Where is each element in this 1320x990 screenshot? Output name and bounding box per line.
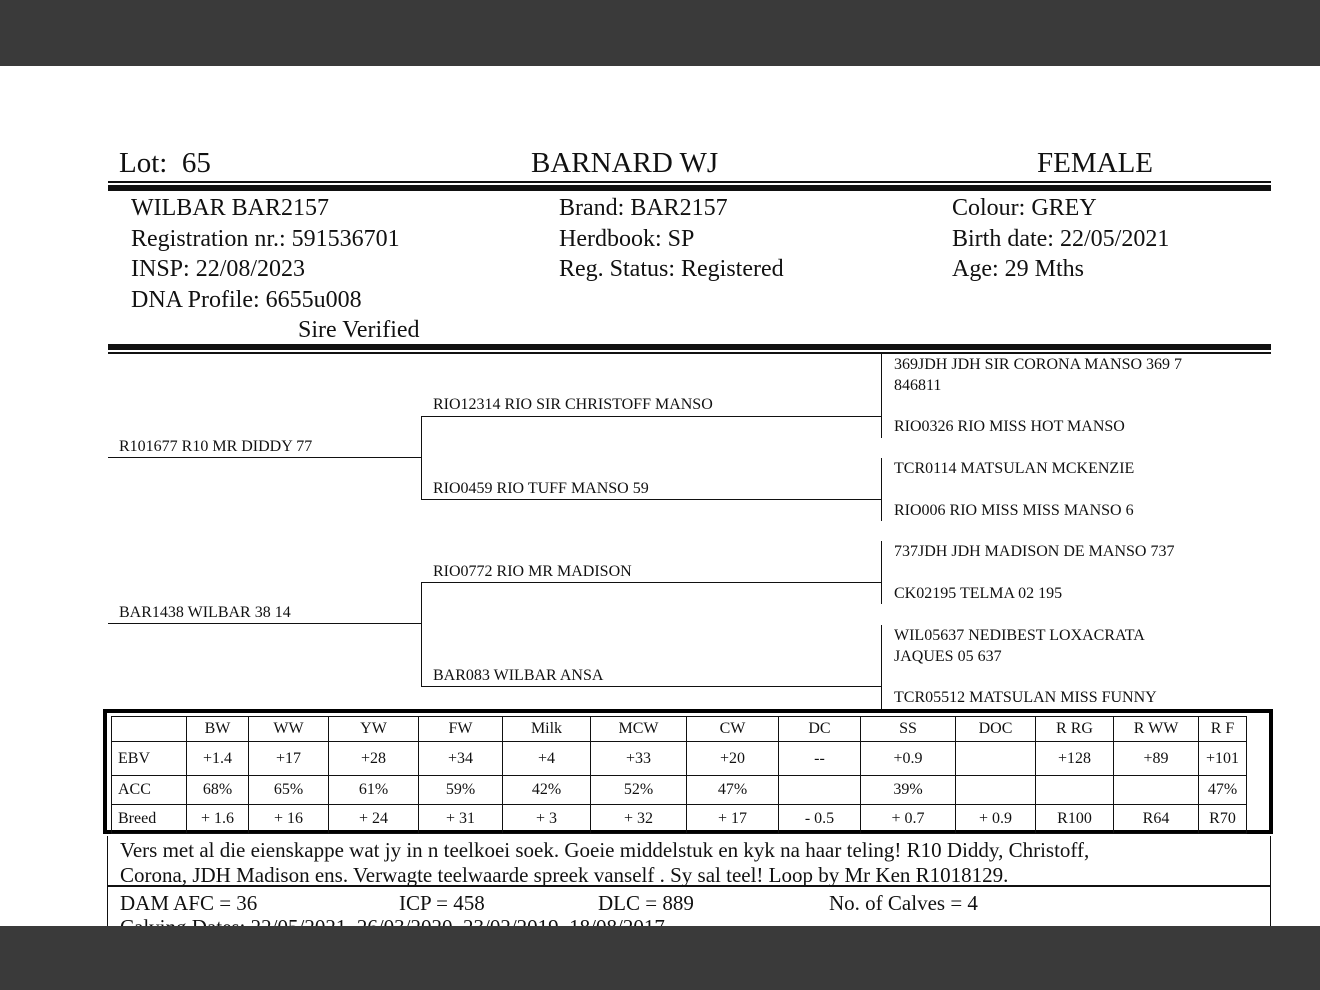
dam-icp: ICP = 458 xyxy=(399,891,485,915)
dam-line xyxy=(108,623,422,624)
ebv-cell: + 0.9 xyxy=(956,805,1036,834)
ebv-cell: 68% xyxy=(187,776,249,805)
breeder-name: BARNARD WJ xyxy=(531,147,719,179)
ebv-cell: R64 xyxy=(1114,805,1199,834)
ebv-row xyxy=(112,805,1247,834)
ebv-cell: MCW xyxy=(591,717,687,742)
ebv-cell: +34 xyxy=(419,742,503,776)
ebv-cell: +17 xyxy=(249,742,329,776)
ebv-table xyxy=(111,716,1247,834)
pedigree-dsd: CK02195 TELMA 02 195 xyxy=(894,585,1063,602)
comment-box xyxy=(107,836,1271,886)
ebv-cell xyxy=(1036,776,1114,805)
comment-line-1: Vers met al die eienskappe wat jy in n teelkoei soek. Goeie middelstuk en kyk na haar teling! R10 Diddy, Christoff, xyxy=(120,838,1090,862)
sd-bracket xyxy=(881,458,882,521)
ebv-cell: DC xyxy=(779,717,861,742)
ebv-table-frame xyxy=(103,709,1273,834)
ebv-cell: R100 xyxy=(1036,805,1114,834)
pedigree-sss-1: 369JDH JDH SIR CORONA MANSO 369 7 xyxy=(894,356,1183,373)
pedigree-sire-dam: RIO0459 RIO TUFF MANSO 59 xyxy=(433,480,649,497)
ss-line xyxy=(421,416,882,417)
pedigree-dam: BAR1438 WILBAR 38 14 xyxy=(119,604,291,621)
ebv-cell xyxy=(956,776,1036,805)
ebv-cell: 52% xyxy=(591,776,687,805)
ss-bracket xyxy=(881,354,882,438)
ebv-cell: R70 xyxy=(1199,805,1247,834)
ebv-cell: - 0.5 xyxy=(779,805,861,834)
ebv-cell xyxy=(956,742,1036,776)
ebv-cell: + 16 xyxy=(249,805,329,834)
ebv-cell: Milk xyxy=(503,717,591,742)
dam-afc: DAM AFC = 36 xyxy=(120,891,258,915)
ebv-cell xyxy=(779,776,861,805)
pedigree-sss-2: 846811 xyxy=(894,377,942,394)
ebv-cell: +101 xyxy=(1199,742,1247,776)
header-rule-thin xyxy=(108,181,1271,183)
ebv-cell: SS xyxy=(861,717,956,742)
ebv-cell: 47% xyxy=(1199,776,1247,805)
ebv-cell: 61% xyxy=(329,776,419,805)
ebv-row xyxy=(112,776,1247,805)
pedigree-dds-1: WIL05637 NEDIBEST LOXACRATA xyxy=(894,627,1145,644)
lot-label: Lot: 65 xyxy=(119,147,211,179)
ds-bracket xyxy=(881,541,882,604)
ebv-cell: + 32 xyxy=(591,805,687,834)
dam-dlc: DLC = 889 xyxy=(598,891,694,915)
pedigree-dds-2: JAQUES 05 637 xyxy=(894,648,1002,665)
pedigree-ssd: RIO0326 RIO MISS HOT MANSO xyxy=(894,418,1125,435)
viewer-bottom-bar xyxy=(0,926,1320,990)
lot-number: 65 xyxy=(181,147,211,179)
dna-profile: DNA Profile: 6655u008 xyxy=(131,286,362,313)
ebv-cell: +89 xyxy=(1114,742,1199,776)
ebv-cell: +28 xyxy=(329,742,419,776)
ebv-row xyxy=(112,742,1247,776)
ebv-cell: + 17 xyxy=(687,805,779,834)
pedigree-dss: 737JDH JDH MADISON DE MANSO 737 xyxy=(894,543,1175,560)
ebv-cell: +4 xyxy=(503,742,591,776)
sire-bracket xyxy=(421,416,422,500)
colour: Colour: GREY xyxy=(952,195,1097,221)
ebv-cell: + 1.6 xyxy=(187,805,249,834)
ebv-cell: DOC xyxy=(956,717,1036,742)
header-rule-thick xyxy=(108,185,1271,191)
pedigree-sds: TCR0114 MATSULAN MCKENZIE xyxy=(894,460,1135,477)
birth-date: Birth date: 22/05/2021 xyxy=(952,225,1170,252)
ebv-cell: R F xyxy=(1199,717,1247,742)
ebv-cell: +1.4 xyxy=(187,742,249,776)
ebv-cell: 59% xyxy=(419,776,503,805)
viewer-top-bar xyxy=(0,0,1320,66)
ebv-cell: + 0.7 xyxy=(861,805,956,834)
ebv-cell: FW xyxy=(419,717,503,742)
animal-name: WILBAR BAR2157 xyxy=(131,195,329,221)
ebv-cell: CW xyxy=(687,717,779,742)
ebv-cell: +20 xyxy=(687,742,779,776)
sd-line xyxy=(421,499,882,500)
comment-line-2: Corona, JDH Madison ens. Verwagte teelwaarde spreek vanself . Sy sal teel! Loop by Mr Ken R1018129. xyxy=(120,863,1009,887)
ds-line xyxy=(421,582,882,583)
ebv-cell: +128 xyxy=(1036,742,1114,776)
animal-info-middle xyxy=(559,193,784,285)
ebv-cell: WW xyxy=(249,717,329,742)
ebv-cell: -- xyxy=(779,742,861,776)
ebv-cell: +0.9 xyxy=(861,742,956,776)
dam-calves: No. of Calves = 4 xyxy=(829,891,978,915)
pedigree-sire-sire: RIO12314 RIO SIR CHRISTOFF MANSO xyxy=(433,396,713,413)
brand: Brand: BAR2157 xyxy=(559,195,728,221)
ebv-cell: YW xyxy=(329,717,419,742)
dam-bracket xyxy=(421,582,422,687)
info-rule-thick xyxy=(108,344,1271,350)
sire-line xyxy=(108,457,422,458)
info-rule-thin xyxy=(108,352,1271,354)
dd-line xyxy=(421,686,882,687)
pedigree-sire: R101677 R10 MR DIDDY 77 xyxy=(119,438,313,455)
pedigree-dam-sire: RIO0772 RIO MR MADISON xyxy=(433,563,632,580)
ebv-header-row xyxy=(112,717,1247,742)
ebv-cell: + 3 xyxy=(503,805,591,834)
dd-bracket xyxy=(881,625,882,710)
reg-status: Reg. Status: Registered xyxy=(559,256,784,282)
ebv-cell xyxy=(1114,776,1199,805)
ebv-cell: 42% xyxy=(503,776,591,805)
ebv-cell: + 31 xyxy=(419,805,503,834)
ebv-cell: 39% xyxy=(861,776,956,805)
registration-number: Registration nr.: 591536701 xyxy=(131,225,400,252)
ebv-cell: 65% xyxy=(249,776,329,805)
pedigree-ddd: TCR05512 MATSULAN MISS FUNNY xyxy=(894,689,1157,706)
ebv-cell: 47% xyxy=(687,776,779,805)
insp-date: INSP: 22/08/2023 xyxy=(131,256,306,282)
age: Age: 29 Mths xyxy=(952,256,1084,282)
ebv-cell: R WW xyxy=(1114,717,1199,742)
ebv-cell: Breed xyxy=(112,805,187,834)
sire-verified: Sire Verified xyxy=(298,317,420,343)
ebv-cell: +33 xyxy=(591,742,687,776)
sex-label: FEMALE xyxy=(1037,147,1153,179)
pedigree-sdd: RIO006 RIO MISS MISS MANSO 6 xyxy=(894,502,1134,519)
herdbook: Herdbook: SP xyxy=(559,225,695,252)
ebv-cell xyxy=(112,717,187,742)
ebv-cell: ACC xyxy=(112,776,187,805)
ebv-cell: + 24 xyxy=(329,805,419,834)
animal-info-right xyxy=(952,193,1169,285)
pedigree-dam-dam: BAR083 WILBAR ANSA xyxy=(433,667,604,684)
animal-info-left xyxy=(131,193,420,346)
ebv-cell: BW xyxy=(187,717,249,742)
ebv-cell: R RG xyxy=(1036,717,1114,742)
ebv-cell: EBV xyxy=(112,742,187,776)
